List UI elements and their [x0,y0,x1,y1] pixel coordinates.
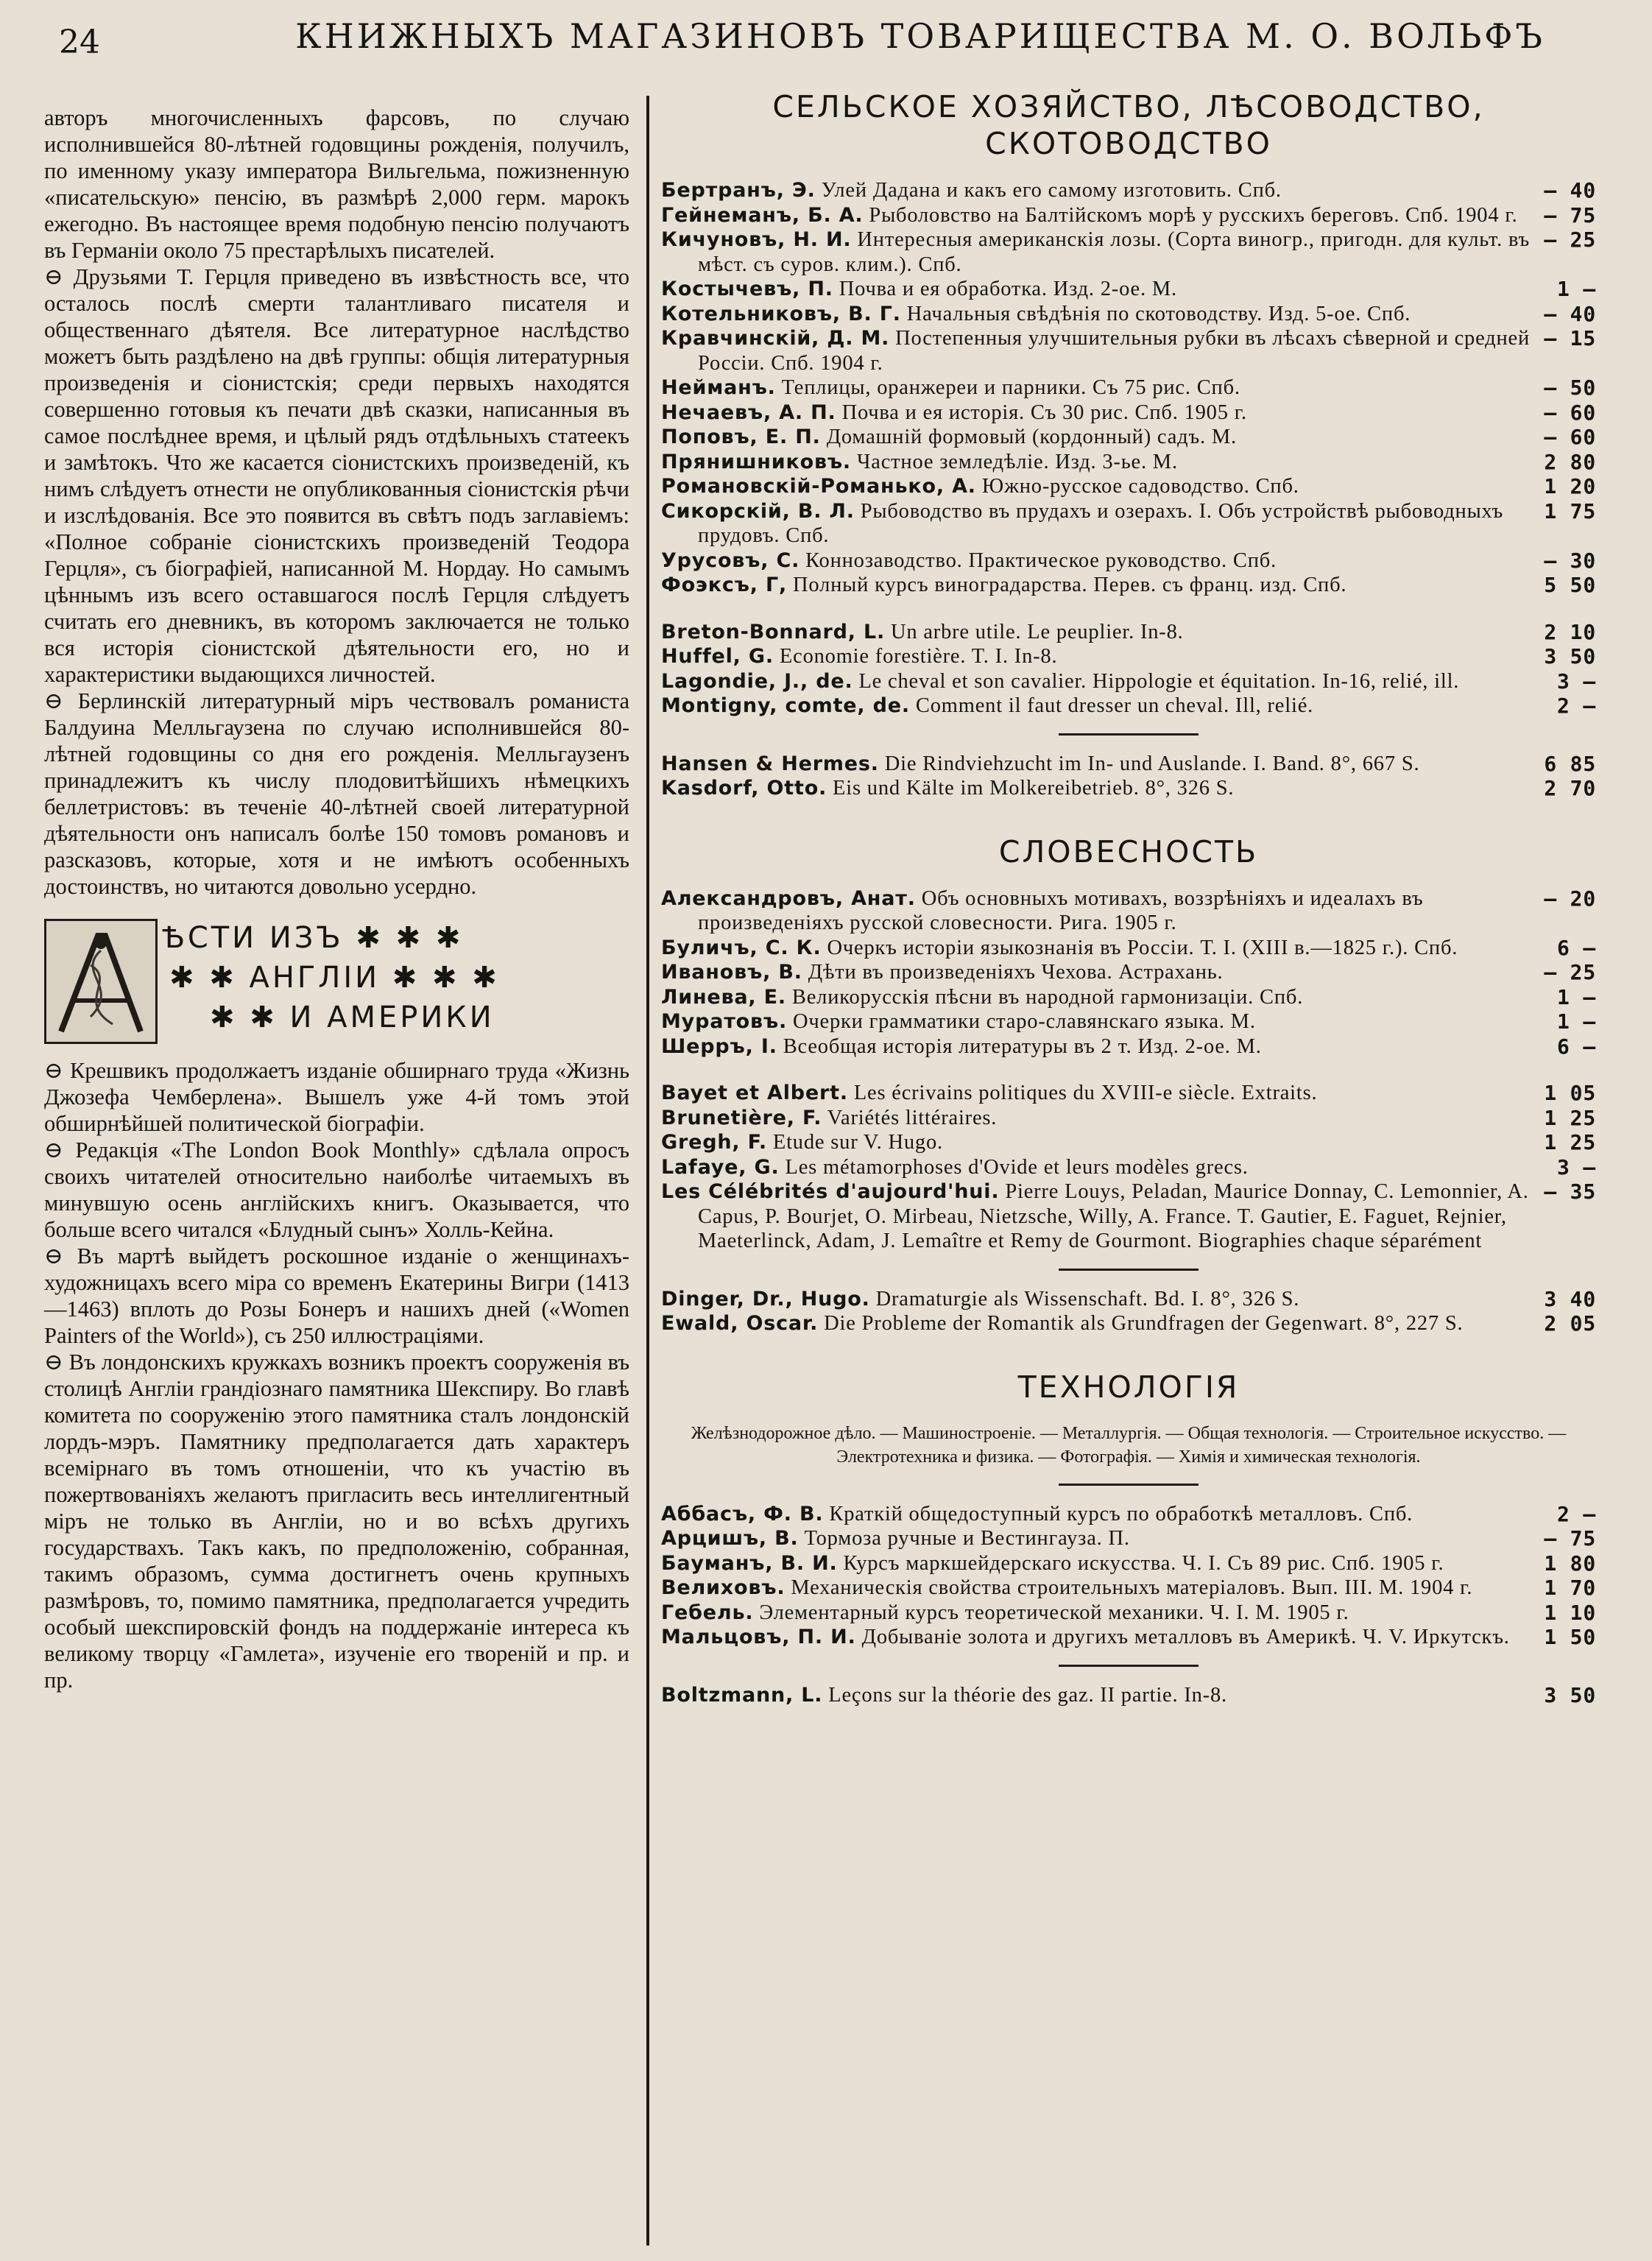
entry-author: Lafaye, G. [661,1155,780,1179]
entry-author: Урусовъ, С. [661,549,800,572]
catalog-entry [661,375,1596,401]
entry-author: Сикорскій, В. Л. [661,499,855,523]
section-title-technology: ТЕХНОЛОГІЯ [1017,1369,1240,1405]
entry-price: 3 50 [1544,644,1596,669]
entry-price: 3 — [1557,1154,1596,1179]
entry-author: Нейманъ. [661,376,776,399]
entry-title: Полный курсъ виноградарства. Перев. съ франц. изд. Спб. [793,574,1347,596]
entry-author: Bayet et Albert. [661,1082,848,1104]
entry-author: Прянишниковъ. [661,450,851,473]
entry-price: 3 40 [1544,1286,1596,1311]
entry-author: Арцишъ, В. [661,1527,799,1550]
group-divider [1059,1484,1199,1486]
catalog-entry [661,302,1596,327]
catalog-entry [661,549,1596,574]
entry-author: Кравчинскій, Д. М. [661,327,890,350]
catalog-entry [661,499,1596,549]
entry-title: Великорусскія пѣсни въ народной гармонизаціи. Спб. [791,985,1304,1009]
entry-list [661,1683,1596,1708]
catalog-entry [661,1502,1596,1527]
entry-price: 2 80 [1544,449,1596,474]
entry-author: Нечаевъ, А. П. [661,401,836,424]
entry-price: 6 85 [1544,751,1596,776]
catalog-entry [661,401,1596,426]
entry-author: Brunetière, F. [661,1106,822,1129]
section-gap [661,801,1596,833]
entry-price: 2 — [1557,1501,1596,1526]
entry-price: 2 10 [1544,619,1596,644]
group-divider [1059,1665,1199,1667]
group-divider [1059,733,1199,736]
catalog-entry [661,203,1596,228]
entry-price: — 15 [1544,326,1596,350]
entry-author: Kasdorf, Otto. [661,777,827,800]
entry-title: Объ основныхъ мотивахъ, воззрѣніяхъ и идеалахъ въ произведеніяхъ русской словесности. Рига. 1905 г. [698,886,1424,934]
column-divider [646,96,649,2246]
entry-price: — 25 [1544,960,1596,984]
catalog-entry [661,960,1596,985]
entry-author: Котельниковъ, В. Г. [661,302,901,325]
entry-price: 1 — [1557,277,1596,301]
entry-title: Рыбоводство въ прудахъ и озерахъ. I. Объ устройствѣ рыбоводныхъ прудовъ. Спб. [698,499,1504,547]
entry-title: Un arbre utile. Le peuplier. In-8. [890,620,1184,643]
entry-list [661,752,1596,801]
entry-author: Breton-Bonnard, L. [661,620,886,643]
entry-title: Les écrivains politiques du XVIII-e siècle. Extraits. [853,1082,1318,1104]
catalog-entry [661,644,1596,669]
section-subtitle: Желѣзнодорожное дѣло. — Машиностроеніе. — Металлургія. — Общая технологія. — Строительное искусство. — Электротехника и физика. — Фотографія. — Химія и химическая технологія. [691,1423,1567,1467]
entry-title: Leçons sur la théorie des gaz. II partie. In-8. [828,1683,1227,1707]
entry-author: Шерръ, I. [661,1034,777,1058]
catalog-entry [661,1625,1596,1650]
entry-price: 1 05 [1544,1081,1596,1105]
entry-author: Ивановъ, В. [661,961,802,984]
group-gap [661,598,1596,620]
entry-title: Коннозаводство. Практическое руководство. Спб. [805,549,1277,572]
vesti-heading [44,919,629,1044]
entry-price: 1 25 [1544,1105,1596,1130]
entry-title: Всеобщая исторія литературы въ 2 т. Изд. 2-ое. М. [783,1034,1262,1058]
entry-price: 3 50 [1544,1682,1596,1707]
entry-title: Начальныя свѣдѣнія по скотоводству. Изд. 5-ое. Спб. [906,302,1411,325]
entry-author: Montigny, comte, de. [661,694,910,717]
entry-price: 2 70 [1544,776,1596,800]
entry-title: Dramaturgie als Wissenschaft. Bd. I. 8°, 326 S. [875,1287,1300,1311]
section-title-literature: СЛОВЕСНОСТЬ [998,833,1259,870]
entry-title: Economie forestière. T. I. In-8. [779,645,1058,668]
entry-author: Фоэксъ, Г, [661,574,788,596]
entry-list [661,1081,1596,1254]
entry-title: Le cheval et son cavalier. Hippologie et équitation. In-16, relié, ill. [858,669,1460,693]
ornamental-initial-icon [44,919,158,1044]
catalog-entry [661,752,1596,777]
entry-title: Рыболовство на Балтійскомъ морѣ у русскихъ береговъ. Спб. 1904 г. [869,203,1518,227]
news-paragraph: ⊖ Редакція «The London Book Monthly» сдѣлала опросъ своихъ читателей относительно наиболѣе читаемыхъ въ минувшую осень англійскихъ книгъ. Оказывается, что больше всего читался «Блудный сынъ» Холль-Кейна. [44,1137,629,1242]
entry-title: Домашній формовый (кордонный) садъ. М. [826,426,1237,448]
catalog-entry [661,1551,1596,1576]
news-paragraph: ⊖ Берлинскій литературный міръ чествовалъ романиста Балдуина Мелльгаузена по случаю исполнившейся 80-лѣтней годовщины со дня его рожденія. Мелльгаузенъ принадлежитъ къ числу плодовитѣйшихъ нѣмецкихъ беллетристовъ: въ теченіе 40-лѣтней своей литературной дѣятельности онъ написалъ болѣе 150 томовъ романовъ и разсказовъ, которые, хотя и не имѣютъ особенныхъ достоинствъ, но читаются довольно усердно. [44,688,629,899]
vesti-line-1: ѢСТИ ИЗЪ ✱ ✱ ✱ [162,921,464,955]
entry-title: Теплицы, оранжереи и парники. Съ 75 рис. Спб. [781,376,1240,399]
entry-price: 1 — [1557,1009,1596,1034]
catalog-entry [661,1130,1596,1155]
catalog-entry [661,277,1596,302]
entry-price: 3 — [1557,669,1596,694]
entry-price: — 35 [1544,1179,1596,1204]
entry-price: — 60 [1544,400,1596,425]
catalog-entry [661,1009,1596,1034]
entry-title: Die Rindviehzucht im In- und Auslande. I. Band. 8°, 667 S. [884,752,1420,775]
entry-author: Бауманъ, В. И. [661,1551,838,1575]
entry-title: Очерки грамматики старо-славянскаго языка. М. [792,1010,1256,1033]
entry-author: Гейнеманъ, Б. А. [661,203,864,227]
entry-title: Краткій общедоступный курсъ по обработкѣ металловъ. Спб. [829,1502,1413,1525]
entry-price: 1 50 [1544,1625,1596,1649]
entry-author: Gregh, F. [661,1131,767,1154]
entry-price: — 50 [1544,375,1596,400]
news-paragraph: ⊖ Въ лондонскихъ кружкахъ возникъ проектъ сооруженія въ столицѣ Англіи грандіознаго памятника Шекспиру. Во главѣ комитета по сооруженію этого памятника сталъ лондонскій лордъ-мэръ. Памятнику предполагается дать характеръ всемірнаго въ томъ отношеніи, что къ участію въ пожертвованіяхъ желаютъ пригласить весь интеллигентный міръ не только въ Англіи, но и во всѣхъ другихъ государствахъ. Такъ какъ, по предположенію, собранная, такимъ образомъ, сумма достигнетъ очень крупныхъ размѣровъ, то, помимо памятника, предполагается учредить особый шекспировскій фондъ на поддержаніе интереса къ великому творцу «Гамлета», изученіе его твореній и пр. и пр. [44,1350,629,1693]
entry-author: Аббасъ, Ф. В. [661,1502,824,1525]
catalog-entry [661,1179,1596,1254]
entry-title: Die Probleme der Romantik als Grundfragen der Gegenwart. 8°, 227 S. [824,1312,1464,1335]
entry-title: Comment il faut dresser un cheval. Ill, relié. [915,694,1314,717]
entry-author: Boltzmann, L. [661,1683,823,1707]
entry-title: Постепенныя улучшительныя рубки въ лѣсахъ сѣверной и средней Россіи. Спб. 1904 г. [698,327,1531,375]
entry-list [661,620,1596,719]
catalog-column [661,88,1596,1707]
entry-price: — 30 [1544,548,1596,573]
entry-price: — 20 [1544,886,1596,911]
catalog-entry [661,450,1596,475]
entry-price: 1 80 [1544,1551,1596,1576]
entry-title: Улей Дадана и какъ его самому изготовить. Спб. [821,179,1282,202]
entry-author: Костычевъ, П. [661,278,833,300]
entry-title: Курсъ маркшейдерскаго искусства. Ч. I. Съ 89 рис. Спб. 1905 г. [843,1551,1444,1575]
catalog-entry [661,1576,1596,1601]
entry-price: 1 70 [1544,1576,1596,1600]
entry-author: Dinger, Dr., Hugo. [661,1287,870,1311]
vesti-line-2: ✱ ✱ АНГЛІИ ✱ ✱ ✱ [169,961,500,995]
section-gap [661,1336,1596,1369]
catalog-entry [661,694,1596,719]
entry-price: 1 25 [1544,1130,1596,1154]
entry-price: 1 20 [1544,474,1596,498]
entry-title: Eis und Kälte im Molkereibetrieb. 8°, 326 S. [833,777,1235,800]
catalog-entry [661,1287,1596,1312]
entry-title: Очеркъ исторіи языкознанія въ Россіи. Т. I. (XIII в.—1825 г.). Спб. [827,936,1458,959]
entry-title: Южно-русское садоводство. Спб. [981,475,1299,498]
catalog-entry [661,620,1596,645]
entry-price: 2 05 [1544,1311,1596,1336]
entry-title: Частное земледѣліе. Изд. 3-ье. М. [856,450,1178,473]
entry-price: 5 50 [1544,573,1596,597]
entry-title: Variétés littéraires. [827,1106,998,1129]
entry-title: Etude sur V. Hugo. [772,1131,943,1154]
entry-author: Линева, Е. [661,985,786,1009]
entry-author: Мальцовъ, П. И. [661,1626,856,1648]
catalog-entry [661,669,1596,694]
entry-price: — 40 [1544,301,1596,326]
catalog-entry [661,326,1596,375]
entry-author: Кичуновъ, Н. И. [661,228,852,251]
news-paragraph: ⊖ Въ мартѣ выйдетъ роскошное изданіе о женщинахъ-художницахъ всего міра со временъ Екатерины Вигри (1413—1463) вплоть до Розы Бонеръ и нашихъ дней («Women Painters of the World»), съ 250 иллюстраціями. [44,1244,629,1348]
news-paragraph: авторъ многочисленныхъ фарсовъ, по случаю исполнившейся 80-лѣтней годовщины рожденія, получилъ, по именному указу императора Вильгельма, пожизненную «писательскую» пенсію, въ размѣрѣ 2,000 герм. марокъ ежегодно. Въ настоящее время подобную пенсію получаютъ въ Германіи около 75 престарѣлыхъ писателей. [44,105,629,263]
catalog-entry [661,1311,1596,1336]
catalog-entry [661,178,1596,203]
section-title-agriculture: СЕЛЬСКОЕ ХОЗЯЙСТВО, ЛѢСОВОДСТВО, СКОТОВОДСТВО [772,89,1485,161]
catalog-entry [661,886,1596,936]
vesti-line-3: ✱ ✱ И АМЕРИКИ [210,1001,495,1034]
catalog-entry [661,474,1596,499]
entry-title: Элементарный курсъ теоретической механики. Ч. I. М. 1905 г. [759,1601,1349,1624]
entry-price: 1 10 [1544,1600,1596,1625]
entry-title: Pierre Louys, Peladan, Maurice Donnay, C. Lemonnier, A. Capus, P. Bourjet, O. Mirbeau, Nietzsche, Willy, A. France. T. Gautier, E. Faguet, Rejnier, Maeterlinck, Adam, J. Lemaître et Remy de Gourmont. Biographies chaque séparément [698,1180,1529,1252]
catalog-entry [661,227,1596,277]
news-paragraph: ⊖ Крешвикъ продолжаетъ изданіе обширнаго труда «Жизнь Джозефа Чемберлена». Вышелъ уже 4-й томъ этой обширнѣйшей политической біографіи. [44,1058,629,1136]
catalog-entry [661,425,1596,450]
catalog-entry [661,1601,1596,1626]
entry-price: 1 75 [1544,498,1596,523]
entry-author: Александровъ, Анат. [661,886,916,910]
entry-title: Почва и ея исторія. Съ 30 рис. Спб. 1905 г. [841,401,1247,424]
catalog-entry [661,776,1596,801]
entry-list [661,1502,1596,1650]
news-column [44,105,629,1693]
entry-title: Почва и ея обработка. Изд. 2-ое. М. [839,278,1177,300]
catalog-entry [661,1683,1596,1708]
entry-title: Механическія свойства строительныхъ матеріаловъ. Вып. III. М. 1904 г. [791,1576,1473,1599]
page-number: 24 [59,24,100,61]
catalog-entry [661,1155,1596,1180]
entry-title: Добываніе золота и другихъ металловъ въ Америкѣ. Ч. V. Иркутскъ. [861,1626,1510,1648]
entry-author: Huffel, G. [661,645,774,668]
entry-author: Бертранъ, Э. [661,179,816,202]
entry-list [661,1287,1596,1336]
entry-price: — 60 [1544,425,1596,449]
entry-author: Ewald, Oscar. [661,1312,819,1335]
entry-title: Дѣти въ произведеніяхъ Чехова. Астрахань. [808,961,1224,984]
entry-price: 2 — [1557,694,1596,718]
entry-list [661,886,1596,1059]
catalog-entry [661,1081,1596,1106]
catalog-entry [661,573,1596,598]
entry-author: Lagondie, J., de. [661,669,853,693]
entry-title: Les métamorphoses d'Ovide et leurs modèles grecs. [785,1155,1249,1179]
catalog-entry [661,1106,1596,1131]
entry-author: Les Célébrités d'aujourd'hui. [661,1180,1000,1203]
entry-author: Поповъ, Е. П. [661,426,821,448]
catalog-entry [661,1526,1596,1551]
catalog-entry [661,985,1596,1010]
running-title: КНИЖНЫХЪ МАГАЗИНОВЪ ТОВАРИЩЕСТВА М. О. ВОЛЬФЪ [295,16,1545,56]
page-header [59,10,1623,72]
entry-author: Гебель. [661,1601,754,1624]
entry-author: Велиховъ. [661,1576,786,1599]
entry-author: Романовскій-Романько, А. [661,475,976,498]
entry-price: — 25 [1544,227,1596,252]
catalog-entry [661,1034,1596,1059]
catalog-entry [661,936,1596,961]
entry-author: Hansen & Hermes. [661,752,879,775]
entry-title: Интересныя американскія лозы. (Сорта виногр., пригодн. для культ. въ мѣст. съ суров. клим.). Спб. [698,228,1531,276]
group-gap [661,1059,1596,1081]
entry-title: Тормоза ручные и Вестингауза. П. [804,1527,1130,1550]
entry-price: — 75 [1544,202,1596,227]
entry-price: 6 — [1557,1034,1596,1059]
entry-list [661,178,1596,598]
entry-author: Буличъ, С. К. [661,936,822,959]
group-divider [1059,1269,1199,1271]
entry-price: 1 — [1557,984,1596,1009]
entry-price: — 75 [1544,1526,1596,1551]
entry-price: — 40 [1544,178,1596,202]
entry-price: 6 — [1557,935,1596,960]
entry-author: Муратовъ. [661,1010,788,1033]
news-paragraph: ⊖ Друзьями Т. Герцля приведено въ извѣстность все, что осталось послѣ смерти талантливаго писателя и общественнаго дѣятеля. Все литературное наслѣдство можетъ быть раздѣлено на двѣ группы: общія литературныя произведенія и сіонистскія; среди первыхъ находятся совершенно готовыя къ печати двѣ сказки, написанныя въ самое послѣднее время, и цѣлый рядъ отдѣльныхъ статеекъ и замѣтокъ. Что же касается сіонистскихъ произведеній, къ нимъ слѣдуетъ отнести не опубликованныя сіонистскія рѣчи и изслѣдованія. Все это появится въ свѣтъ подъ заглавіемъ: «Полное собраніе сіонистскихъ произведеній Теодора Герцля», съ біографіей, написанной М. Нордау. Но самымъ цѣннымъ изъ всего оставшагося послѣ Герцля слѣдуетъ считать его дневникъ, въ которомъ заключается не только вся исторія сіонистской дѣятельности его, но и характеристики выдающихся личностей. [44,264,629,687]
